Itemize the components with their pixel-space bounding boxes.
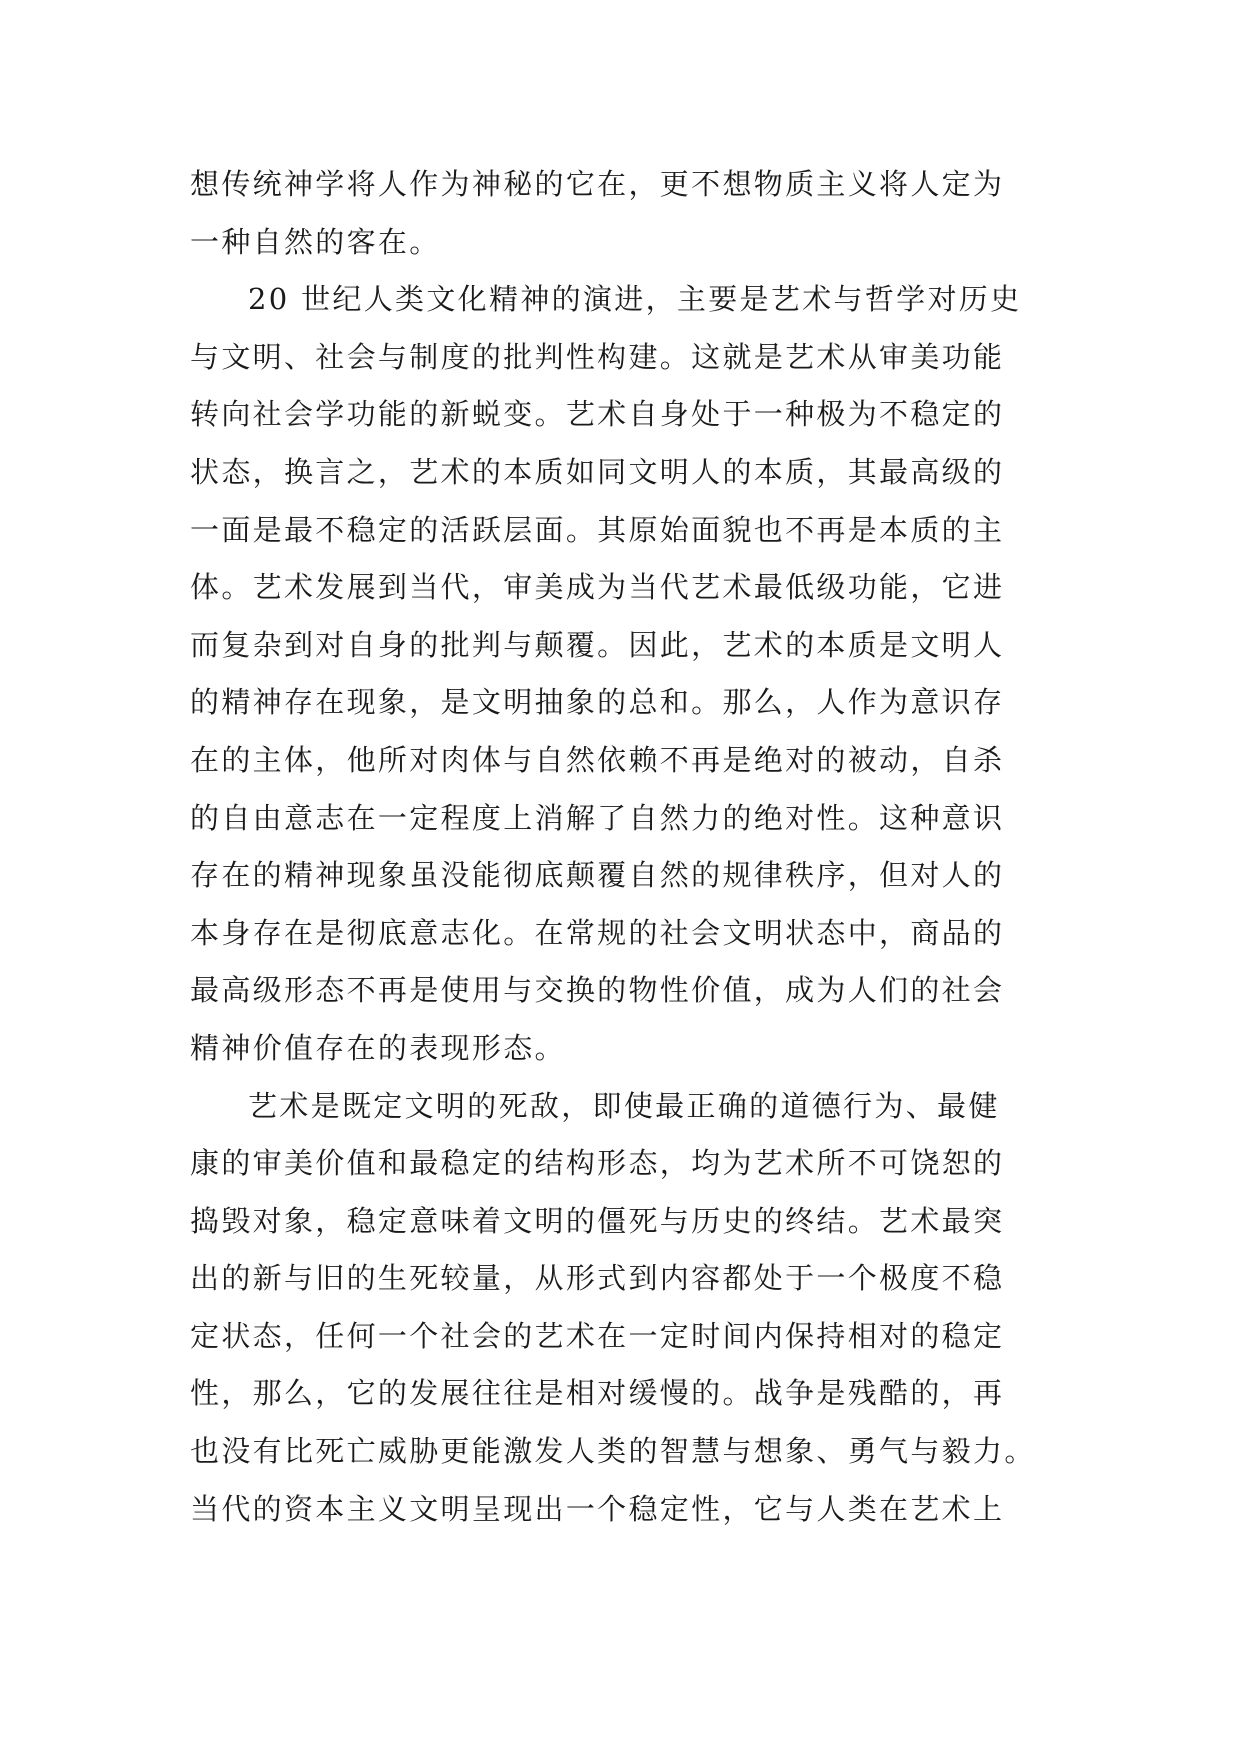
text-line: 捣毁对象，稳定意味着文明的僵死与历史的终结。艺术最突 [190,1203,1005,1238]
text-line: 精神价值存在的表现形态。 [190,1030,566,1065]
text-line: 康的审美价值和最稳定的结构形态，均为艺术所不可饶恕的 [190,1146,1005,1181]
text-line: 的精神存在现象，是文明抽象的总和。那么，人作为意识存 [190,685,1005,720]
text-line: 想传统神学将人作为神秘的它在，更不想物质主义将人定为 [190,167,1005,201]
text-line: 的自由意志在一定程度上消解了自然力的绝对性。这种意识 [190,800,1005,835]
text-line: 出的新与旧的生死较量，从形式到内容都处于一个极度不稳 [190,1261,1005,1296]
text-line: 与文明、社会与制度的批判性构建。这就是艺术从审美功能 [190,339,1005,374]
text-line: 转向社会学功能的新蜕变。艺术自身处于一种极为不稳定的 [190,397,1005,432]
text-line: 一种自然的客在。 [190,224,441,259]
text-line: 最高级形态不再是使用与交换的物性价值，成为人们的社会 [190,973,1005,1008]
text-line: 存在的精神现象虽没能彻底颠覆自然的规律秩序，但对人的 [190,858,1005,893]
text-line: 也没有比死亡威胁更能激发人类的智慧与想象、勇气与毅力。 [190,1434,1036,1469]
text-line: 在的主体，他所对肉体与自然依赖不再是绝对的被动，自杀 [190,742,1005,777]
text-line: 体。艺术发展到当代，审美成为当代艺术最低级功能，它进 [190,570,1005,605]
body-text [190,156,1060,1538]
text-line: 一面是最不稳定的活跃层面。其原始面貌也不再是本质的主 [190,512,1005,547]
paragraph-first-line: 艺术是既定文明的死敌，即使最正确的道德行为、最健 [248,1088,1000,1123]
text-line: 本身存在是彻底意志化。在常规的社会文明状态中，商品的 [190,915,1005,950]
text-line: 而复杂到对自身的批判与颠覆。因此，艺术的本质是文明人 [190,627,1005,662]
text-line: 当代的资本主义文明呈现出一个稳定性，它与人类在艺术上 [190,1491,1005,1526]
text-line: 状态，换言之，艺术的本质如同文明人的本质，其最高级的 [190,454,1005,489]
text-line: 性，那么，它的发展往往是相对缓慢的。战争是残酷的，再 [190,1376,1005,1411]
paragraph-first-line: 20 世纪人类文化精神的演进，主要是艺术与哲学对历史 [248,282,1022,317]
text-line: 定状态，任何一个社会的艺术在一定时间内保持相对的稳定 [190,1318,1005,1353]
